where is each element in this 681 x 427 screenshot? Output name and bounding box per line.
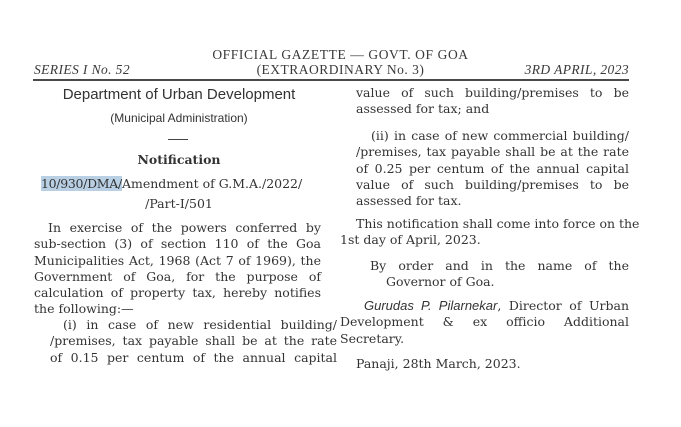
text-line: (ii) in case of new commercial building/	[371, 128, 629, 143]
text-line: (i) in case of new residential building/	[63, 317, 337, 332]
text-line: In exercise of the powers conferred by	[48, 220, 321, 235]
department-name: Department of Urban Development	[62, 86, 296, 103]
text-line: of 0.25 per centum of the annual capital	[356, 160, 629, 176]
order-paragraph	[370, 258, 629, 291]
text-line: of 0.15 per centum of the annual capital	[50, 349, 337, 365]
reference-number-line2: /Part-I/501	[145, 196, 213, 211]
notification-heading: Notification	[137, 152, 221, 167]
text-line: sub-section (3) of section 110 of the Goa	[34, 236, 321, 252]
reference-text: Amendment of G.M.A./2022/	[121, 176, 303, 191]
text-line: the following:—	[34, 301, 134, 317]
text-line: Municipalities Act, 1968 (Act 7 of 1969), the	[34, 252, 321, 268]
text-line: /premises, tax payable shall be at the rate	[356, 144, 629, 160]
place-date	[356, 356, 629, 372]
text-line: 1st day of April, 2023.	[340, 232, 481, 248]
signatory-title: , Director of Urban	[497, 298, 629, 313]
text-line	[340, 298, 629, 314]
text-line: assessed for tax; and	[356, 101, 490, 117]
text-line: calculation of property tax, hereby notifies	[34, 285, 321, 301]
sub-department: (Municipal Administration)	[110, 111, 248, 125]
text-line: This notification shall come into force on the	[356, 216, 640, 231]
header-rule	[33, 79, 629, 81]
gazette-title: OFFICIAL GAZETTE — GOVT. OF GOA	[212, 47, 469, 62]
effective-date-paragraph	[340, 216, 640, 249]
intro-paragraph	[34, 220, 321, 318]
series-number: SERIES I No. 52	[34, 62, 130, 77]
text-line: Government of Goa, for the purpose of	[34, 268, 321, 284]
clause-ii	[356, 128, 629, 209]
text-line: value of such building/premises to be	[356, 85, 629, 100]
gazette-date: 3RD APRIL, 2023	[524, 62, 629, 77]
signatory-block	[340, 298, 629, 347]
text-line: Governor of Goa.	[386, 274, 495, 290]
reference-number[interactable]	[41, 176, 302, 191]
text-line: /premises, tax payable shall be at the rate	[50, 333, 337, 349]
signatory-name: Gurudas P. Pilarnekar	[364, 298, 498, 313]
text-line: assessed for tax.	[356, 193, 462, 209]
selected-text-highlight[interactable]: 10/930/DMA/	[41, 176, 122, 191]
clause-i-continued	[356, 85, 629, 118]
section-separator	[168, 139, 188, 140]
clause-i	[50, 317, 337, 366]
text-line: Secretary.	[340, 330, 405, 346]
edition-label: (EXTRAORDINARY No. 3)	[256, 62, 425, 77]
text-line: value of such building/premises to be	[356, 176, 629, 192]
text-line: Panaji, 28th March, 2023.	[356, 356, 521, 371]
text-line: Development & ex officio Additional	[340, 314, 629, 330]
text-line: By order and in the name of the	[370, 258, 629, 273]
